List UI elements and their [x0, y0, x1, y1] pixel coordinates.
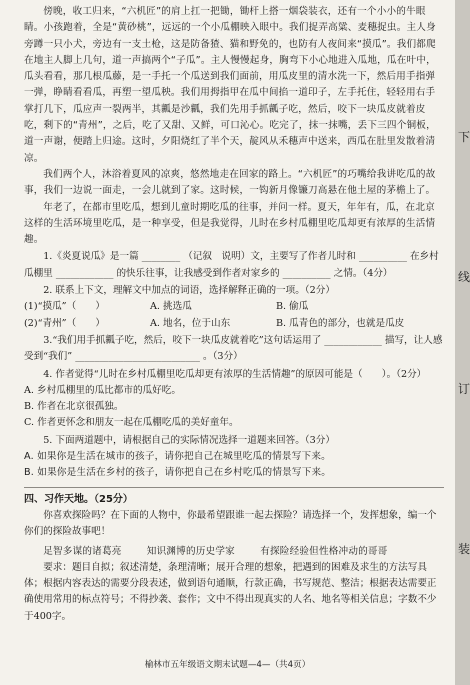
margin-mark: 下	[458, 130, 470, 144]
option-a[interactable]: A. 乡村瓜棚里的瓜比都市的瓜好吃。	[24, 384, 181, 396]
question-3: 3.“我们用手抓瓤子吃，然后，咬下一块瓜皮就着吃”这句话运用了 ____________ 描写，让人感受到“我们” __________________________ 。（3分）	[24, 334, 443, 363]
option-a[interactable]: A. 地名，位于山东	[150, 317, 231, 329]
option-b[interactable]: B. 如果你是生活在乡村的孩子，请你把自己在乡村吃瓜的情景写下来。	[24, 467, 332, 479]
writing-section-title: 四、习作天地。（25分）	[24, 493, 133, 505]
option-a[interactable]: A. 挑选瓜	[150, 301, 192, 313]
role-option[interactable]: 知识渊博的历史学家	[146, 545, 235, 557]
passage-paragraph-1: 傍晚，收工归来，“六机匠”的肩上扛一把锄，锄杆上搭一烟袋装衣，还有一个小小的牛眼睛。小孩跑着，全是“黄砂桃”，远远的一个小瓜棚映入眼中。我们捉弄高粱、麦穗捉虫。主人身旁蹲一只小犬，旁边有一支土枪，这是防备猹、猫和野免的，也防有人夜间来“摸瓜”。我们都爬在地主人脚上几句，道一声搞两个“子瓜”。主人慢慢起身，胸弯下小心地进入瓜地，瓜在叶中，瓜头看看，那几根瓜藤，是一手托一个瓜送到我们面前，用瓜皮里的清水洗一下，然后用手指弹一弹，睁睛看看瓜，再塑一望瓜秧。我们用拇指甲在瓜中间掐一道印子，左手托住，轻轻用右手掌打几下，瓜应声一裂两半，其瓤是沙瓤，我们先用手抓瓤子吃，然后，咬下一块瓜皮就着皮吃，剩下的“青州”，之后，吃了又甜、又鲜，可口沁心。吃完了，抹一抹嘴，丢下三四个铜板，道一声谢，便踏上归途。这时，夕阳烧红了半个天，靛风从禾穗声中送来，西瓜在肚里发散着清凉。	[24, 6, 436, 164]
writing-requirements: 要求：题目自拟；叙述清楚，条理清晰；展开合理的想象，把遇到的困难及求生的方法写具体；根据内容表达的需要分段表述，做到语句通顺，行款正确，书写规范、整洁；根据表达需要正确使用常用的标点符号；不得抄袭、套作；文中不得出现真实的人名、地名等相关信息；字数不少于400字。	[24, 561, 437, 622]
page-content	[24, 4, 444, 625]
question-2-item-2: (2)“青州”（ ） A. 地名，位于山东 B. 瓜青色的部分，也就是瓜皮	[24, 316, 444, 332]
role-option[interactable]: 足智多谋的诸葛亮	[43, 545, 122, 557]
answer-blank[interactable]: __________________________	[75, 351, 200, 363]
answer-blank[interactable]: ____________	[324, 334, 382, 346]
passage-paragraph-2: 我们两个人，沐浴着夏风的凉爽，悠然地走在回家的路上。“六机匠”的巧嘴给我讲吃瓜的故事，我们一边说一面走，一会儿就到了家。这时候，一钩新月像镰刀高悬在他土屋的茅檐上了。	[24, 168, 436, 197]
question-5: 5. 下面两道题中，请根据自己的实际情况选择一道题来回答。（3分）	[43, 434, 335, 446]
page-footer: 榆林市五年级语文期末试题—4—（共4页）	[144, 660, 311, 670]
question-1: 1.《炎夏说瓜》是一篇 ________ （记叙 说明）文，主要写了作者儿时和 __________ 在乡村瓜棚里 ____________ 的快乐往事，让我感受到作者对家乡的 __________ 之情。（4分）	[24, 251, 439, 279]
option-b[interactable]: B. 瓜青色的部分，也就是瓜皮	[276, 317, 405, 329]
margin-mark: 线	[458, 270, 470, 284]
margin-mark: 订	[458, 382, 470, 396]
role-options	[24, 544, 444, 560]
answer-blank[interactable]: __________	[282, 267, 331, 279]
section-divider	[24, 487, 444, 488]
answer-blank[interactable]: ________	[141, 251, 181, 263]
writing-prompt: 你喜欢探险吗？在下面的人物中，你最希望跟谁一起去探险？请选择一个，发挥想象，编一个你们的探险故事吧！	[24, 509, 437, 538]
passage-paragraph-3: 年老了，在都市里吃瓜，想到儿童时期吃瓜的往事，并问一样。夏天，年年有，瓜，在北京这样的生活环境里吃瓜，是一种享受，但是我觉得，儿时在乡村瓜棚里吃瓜却更有浓厚的生活情趣。	[24, 201, 436, 246]
role-option[interactable]: 有探险经验但性格冲动的哥哥	[260, 545, 388, 557]
option-c[interactable]: C. 作者更怀念和朋友一起在瓜棚吃瓜的美好童年。	[24, 417, 239, 429]
option-a[interactable]: A. 如果你是生活在城市的孩子，请你把自己在城里吃瓜的情景写下来。	[24, 451, 331, 463]
question-4: 4. 作者觉得“儿时在乡村瓜棚里吃瓜却更有浓厚的生活情趣”的原因可能是（ ）。（2分）	[43, 368, 427, 380]
question-2: 2. 联系上下文，理解文中加点的词语，选择解释正确的一项。（2分）	[43, 285, 335, 297]
answer-blank[interactable]: ____________	[55, 267, 114, 279]
margin-mark: 装	[458, 542, 470, 556]
answer-blank[interactable]: __________	[358, 251, 407, 263]
option-b[interactable]: B. 作者在北京很孤独。	[24, 401, 124, 413]
binding-margin	[455, 0, 470, 685]
question-2-item-1: (1)“摸瓜”（ ） A. 挑选瓜 B. 偷瓜	[24, 299, 444, 315]
option-b[interactable]: B. 偷瓜	[276, 301, 309, 313]
